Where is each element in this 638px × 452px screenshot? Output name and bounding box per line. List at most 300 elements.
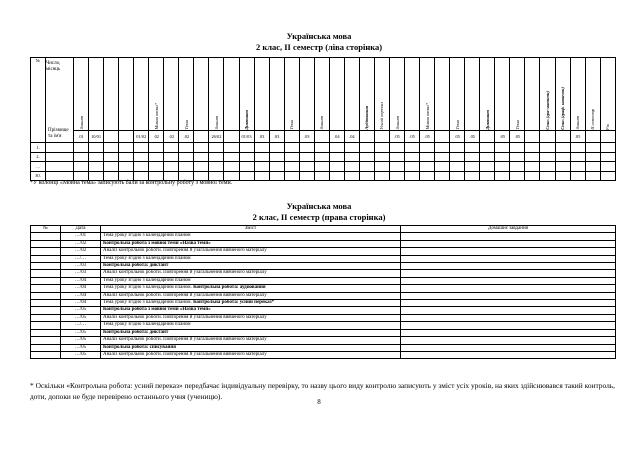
grade-cell [284, 171, 299, 181]
column-header [359, 58, 374, 131]
grade-cell [314, 171, 329, 181]
lesson-number [31, 240, 61, 247]
lesson-content [101, 270, 401, 277]
lesson-number [31, 233, 61, 240]
column-label: Зошит [575, 116, 581, 130]
grade-cell [374, 152, 389, 162]
student-row [31, 152, 616, 162]
column-header [570, 58, 585, 131]
grade-cell [104, 162, 119, 172]
lesson-homework [401, 270, 616, 277]
grade-cell [465, 162, 480, 172]
grade-cell [405, 152, 420, 162]
lesson-date: …/04 [61, 300, 101, 307]
date-cell: .05 [510, 131, 525, 143]
grade-cell [254, 143, 269, 153]
grade-cell [194, 162, 209, 172]
grade-cell [299, 171, 314, 181]
grade-cell [269, 162, 284, 172]
lesson-content [101, 263, 401, 270]
column-header [104, 58, 119, 131]
column-header [480, 58, 495, 131]
grade-cell [104, 143, 119, 153]
date-cell [314, 131, 329, 143]
date-cell: .05 [570, 131, 585, 143]
grade-cell [224, 143, 239, 153]
lesson-table [30, 225, 616, 359]
date-cell [435, 131, 450, 143]
lesson-content [101, 240, 401, 247]
col-number-header: № [31, 226, 61, 233]
grade-cell [104, 152, 119, 162]
lesson-topic: Тема уроку згідно з календарним планом [103, 322, 191, 328]
student-name-cell [46, 162, 74, 172]
lesson-row [31, 292, 616, 299]
date-cell: .02 [164, 131, 179, 143]
row-number: … [31, 162, 46, 172]
column-header [239, 58, 254, 131]
date-cell: .05 [420, 131, 435, 143]
lesson-row [31, 240, 616, 247]
lesson-date: …/02 [61, 248, 101, 255]
grade-cell [585, 152, 600, 162]
column-header [209, 58, 224, 131]
grade-cell [239, 171, 254, 181]
lesson-content [101, 300, 401, 307]
lesson-topic: Аналіз контрольної роботи. Повторення й узагальнення вивченого матеріалу [103, 248, 267, 254]
grade-cell [510, 162, 525, 172]
column-label: Диктант [484, 110, 490, 130]
grade-cell [314, 152, 329, 162]
date-cell [284, 131, 299, 143]
grade-cell [374, 171, 389, 181]
lesson-homework [401, 240, 616, 247]
date-cell [224, 131, 239, 143]
date-header: Число, місяць [46, 61, 61, 72]
grade-cell [540, 152, 555, 162]
page-title: Українська мова [286, 31, 352, 41]
column-label: Зошит [319, 116, 325, 130]
grade-cell [149, 152, 164, 162]
lesson-number [31, 351, 61, 358]
grade-cell [239, 162, 254, 172]
lesson-topic: Контрольна робота: диктант [103, 263, 169, 269]
column-label: Аудіювання [364, 106, 370, 130]
lower-subtitle: 2 клас, ІІ семестр (права сторінка) [252, 212, 386, 222]
lesson-date: …/04 [61, 292, 101, 299]
date-cell: .05 [389, 131, 404, 143]
lesson-number [31, 300, 61, 307]
grade-cell [254, 171, 269, 181]
grade-cell [435, 143, 450, 153]
lesson-topic: Тема уроку згідно з календарним планом [103, 255, 191, 261]
grade-cell [359, 171, 374, 181]
grade-cell [359, 162, 374, 172]
grade-cell [600, 152, 615, 162]
lesson-row [31, 270, 616, 277]
lesson-date: …/02 [61, 240, 101, 247]
grade-cell [435, 152, 450, 162]
lesson-homework [401, 277, 616, 284]
grade-cell [405, 143, 420, 153]
footnote-topic: *У колонці «Мовна тема» записують бали за контрольну роботу з мовної теми. [30, 180, 233, 186]
lesson-row [31, 351, 616, 358]
grade-cell [495, 162, 510, 172]
lesson-number [31, 307, 61, 314]
date-cell [480, 131, 495, 143]
lesson-content [101, 292, 401, 299]
lesson-homework [401, 337, 616, 344]
grade-cell [134, 162, 149, 172]
lesson-number [31, 314, 61, 321]
grade-cell [89, 143, 104, 153]
lesson-date: …/04 [61, 285, 101, 292]
lesson-topic: Тема уроку згідно з календарним планом. [103, 285, 192, 291]
date-cell: 01/02 [134, 131, 149, 143]
lesson-homework [401, 322, 616, 329]
grade-cell [284, 162, 299, 172]
date-cell: .01 [74, 131, 89, 143]
lesson-topic: Тема уроку згідно з календарним планом [103, 277, 191, 283]
lesson-row [31, 337, 616, 344]
grade-cell [119, 143, 134, 153]
lesson-content [101, 277, 401, 284]
grade-cell [389, 162, 404, 172]
lesson-number [31, 322, 61, 329]
lesson-number [31, 337, 61, 344]
grade-cell [480, 171, 495, 181]
date-cell: .02 [179, 131, 194, 143]
column-header [420, 58, 435, 131]
grade-cell [510, 152, 525, 162]
column-header [555, 58, 570, 131]
grade-cell [254, 162, 269, 172]
grade-cell [74, 143, 89, 153]
col-date-header: Дата [61, 226, 101, 233]
column-header [194, 58, 209, 131]
lesson-content [101, 307, 401, 314]
lesson-homework [401, 300, 616, 307]
grade-cell [374, 143, 389, 153]
lesson-row [31, 255, 616, 262]
lesson-date: …/04 [61, 277, 101, 284]
lesson-topic: Контрольна робота з мовної теми «Назва теми» [103, 240, 211, 246]
column-header [299, 58, 314, 131]
column-header [329, 58, 344, 131]
col-homework-header: Домашнє завдання [401, 226, 616, 233]
lesson-topic: Аналіз контрольної роботи. Повторення й узагальнення вивченого матеріалу [103, 292, 267, 298]
lesson-content [101, 285, 401, 292]
column-header [269, 58, 284, 131]
grade-cell [495, 152, 510, 162]
date-cell [119, 131, 134, 143]
grade-cell [435, 171, 450, 181]
page-number: 8 [317, 398, 321, 406]
grade-cell [269, 171, 284, 181]
column-label: Спис.(граф. навичок) [560, 87, 566, 130]
lesson-topic: Контрольна робота з мовної теми «Назва теми» [103, 307, 211, 313]
grade-cell [480, 162, 495, 172]
grade-cell [329, 162, 344, 172]
lesson-row [31, 248, 616, 255]
lesson-homework [401, 248, 616, 255]
grade-cell [389, 143, 404, 153]
date-cell [585, 131, 600, 143]
grade-cell [179, 143, 194, 153]
column-header [600, 58, 615, 131]
column-header [164, 58, 179, 131]
lesson-row [31, 277, 616, 284]
column-header [495, 58, 510, 131]
column-header [344, 58, 359, 131]
grade-cell [570, 171, 585, 181]
column-header [374, 58, 389, 131]
column-header [89, 58, 104, 131]
grade-cell [585, 143, 600, 153]
grade-cell [450, 171, 465, 181]
column-header [284, 58, 299, 131]
column-label: Тема [454, 120, 460, 130]
date-cell [540, 131, 555, 143]
grade-cell [585, 162, 600, 172]
column-label: Усний переказ [379, 102, 385, 130]
grade-cell [570, 143, 585, 153]
date-cell: .03 [269, 131, 284, 143]
date-cell: .05 [405, 131, 420, 143]
grade-cell [329, 143, 344, 153]
grade-cell [600, 171, 615, 181]
column-label: Тема [289, 120, 295, 130]
lesson-date: …/05 [61, 344, 101, 351]
grade-cell [465, 152, 480, 162]
lesson-date: …/05 [61, 307, 101, 314]
date-cell: .03 [254, 131, 269, 143]
column-label: Мовна тема* [424, 103, 430, 130]
grade-cell [555, 143, 570, 153]
lesson-homework [401, 255, 616, 262]
grade-cell [465, 143, 480, 153]
date-cell: .04 [344, 131, 359, 143]
column-header [540, 58, 555, 131]
lesson-number [31, 344, 61, 351]
grade-cell [179, 152, 194, 162]
lesson-number [31, 255, 61, 262]
grade-cell [420, 143, 435, 153]
date-cell [525, 131, 540, 143]
lesson-date: …/01 [61, 233, 101, 240]
lesson-date: …/… [61, 255, 101, 262]
row-number: 1. [31, 143, 46, 153]
grade-cell [420, 152, 435, 162]
lesson-topic: Тема уроку згідно з календарним планом [103, 233, 191, 239]
grade-cell [209, 162, 224, 172]
grade-cell [299, 152, 314, 162]
grade-cell [555, 171, 570, 181]
lesson-control-work: Контрольна робота: аудіювання [193, 285, 266, 291]
lesson-topic: Аналіз контрольної роботи. Повторення й узагальнення вивченого матеріалу [103, 314, 267, 320]
student-row [31, 162, 616, 172]
grade-cell [134, 143, 149, 153]
lesson-homework [401, 314, 616, 321]
grade-cell [480, 143, 495, 153]
date-cell: 01/03 [239, 131, 254, 143]
lesson-number [31, 292, 61, 299]
grade-cell [495, 143, 510, 153]
column-header [450, 58, 465, 131]
grade-cell [344, 171, 359, 181]
lesson-topic: Аналіз контрольної роботи. Повторення й узагальнення вивченого матеріалу [103, 351, 267, 357]
grade-cell [239, 152, 254, 162]
lesson-homework [401, 344, 616, 351]
column-header [435, 58, 450, 131]
column-label: Спис.(гра-матичн) [544, 91, 550, 130]
lesson-row [31, 300, 616, 307]
grade-cell [194, 152, 209, 162]
grade-cell [540, 171, 555, 181]
column-label: Диктант [244, 110, 250, 130]
column-header [585, 58, 600, 131]
column-header [74, 58, 89, 131]
column-header [179, 58, 194, 131]
lesson-content [101, 255, 401, 262]
lesson-row [31, 285, 616, 292]
date-cell [194, 131, 209, 143]
grade-cell [344, 152, 359, 162]
lesson-content [101, 351, 401, 358]
grade-cell [119, 162, 134, 172]
grade-cell [480, 152, 495, 162]
lesson-row [31, 344, 616, 351]
column-header [510, 58, 525, 131]
grade-cell [329, 152, 344, 162]
date-cell: .02 [149, 131, 164, 143]
lesson-date: …/05 [61, 314, 101, 321]
column-header [525, 58, 540, 131]
lesson-content [101, 314, 401, 321]
grade-cell [585, 171, 600, 181]
date-cell [374, 131, 389, 143]
column-header [119, 58, 134, 131]
lesson-content [101, 233, 401, 240]
date-cell: 26/02 [209, 131, 224, 143]
grade-cell [389, 171, 404, 181]
grade-cell [450, 152, 465, 162]
lesson-homework [401, 307, 616, 314]
grade-cell [525, 152, 540, 162]
date-cell [359, 131, 374, 143]
lesson-number [31, 329, 61, 336]
lesson-row [31, 322, 616, 329]
column-label: Тема [183, 120, 189, 130]
lesson-date: …/05 [61, 329, 101, 336]
lesson-homework [401, 329, 616, 336]
date-cell: .05 [450, 131, 465, 143]
num-header: № [31, 58, 46, 143]
grade-cell [374, 162, 389, 172]
student-name-cell [46, 143, 74, 153]
lesson-homework [401, 233, 616, 240]
lesson-homework [401, 263, 616, 270]
grade-cell [359, 143, 374, 153]
lesson-date: …/03 [61, 263, 101, 270]
grade-cell [525, 143, 540, 153]
date-cell [555, 131, 570, 143]
grade-cell [359, 152, 374, 162]
lesson-content [101, 344, 401, 351]
grade-cell [149, 143, 164, 153]
grade-cell [164, 162, 179, 172]
grade-cell [299, 143, 314, 153]
grade-cell [164, 152, 179, 162]
column-label: Тема [514, 120, 520, 130]
lesson-number [31, 277, 61, 284]
lesson-homework [401, 285, 616, 292]
grade-cell [314, 143, 329, 153]
grade-cell [164, 143, 179, 153]
lesson-row [31, 233, 616, 240]
grade-cell [555, 152, 570, 162]
grade-cell [119, 152, 134, 162]
grade-cell [450, 162, 465, 172]
lesson-content [101, 329, 401, 336]
lesson-topic: Аналіз контрольної роботи. Повторення й узагальнення вивченого матеріалу [103, 337, 267, 343]
lesson-number [31, 263, 61, 270]
date-cell [600, 131, 615, 143]
row-number: 2. [31, 152, 46, 162]
name-header: Прізвище та ім'я [48, 128, 69, 139]
grade-cell [284, 143, 299, 153]
grade-cell [540, 143, 555, 153]
grade-cell [209, 152, 224, 162]
grade-cell [344, 162, 359, 172]
grade-cell [89, 162, 104, 172]
column-header [254, 58, 269, 131]
grade-cell [555, 162, 570, 172]
lesson-content [101, 248, 401, 255]
column-header [149, 58, 164, 131]
grade-cell [149, 162, 164, 172]
student-name-cell [46, 152, 74, 162]
lesson-control-work: Контрольна робота: усний переказ* [193, 300, 275, 306]
lesson-date: …/05 [61, 351, 101, 358]
grade-cell [284, 152, 299, 162]
grade-cell [239, 143, 254, 153]
lesson-date: …/05 [61, 337, 101, 344]
column-header [224, 58, 239, 131]
column-label: Зошит [394, 116, 400, 130]
grade-cell [600, 162, 615, 172]
lesson-homework [401, 292, 616, 299]
grade-cell [405, 162, 420, 172]
column-header [405, 58, 420, 131]
grade-cell [600, 143, 615, 153]
grade-cell [525, 162, 540, 172]
lesson-date: …/03 [61, 270, 101, 277]
grade-cell [510, 171, 525, 181]
lesson-topic: Аналіз контрольної роботи. Повторення й узагальнення вивченого матеріалу [103, 270, 267, 276]
grade-cell [179, 162, 194, 172]
grade-cell [194, 143, 209, 153]
date-cell: 10/01 [89, 131, 104, 143]
date-name-header [46, 58, 74, 143]
page-subtitle: 2 клас, ІІ семестр (ліва сторінка) [255, 42, 383, 52]
grade-cell [224, 152, 239, 162]
column-label: Зошит [78, 116, 84, 130]
date-cell [104, 131, 119, 143]
lesson-content [101, 337, 401, 344]
lesson-row [31, 307, 616, 314]
footnote-retelling: * Оскільки «Контрольна робота: усний переказ» передбачає індивідуальну перевірку, то назву цього виду контролю записують у зміст усіх уроків, на яких здійснювався такий контроль, доти, допоки не буде перевірено останнього учня (ученицю). [30, 381, 615, 401]
